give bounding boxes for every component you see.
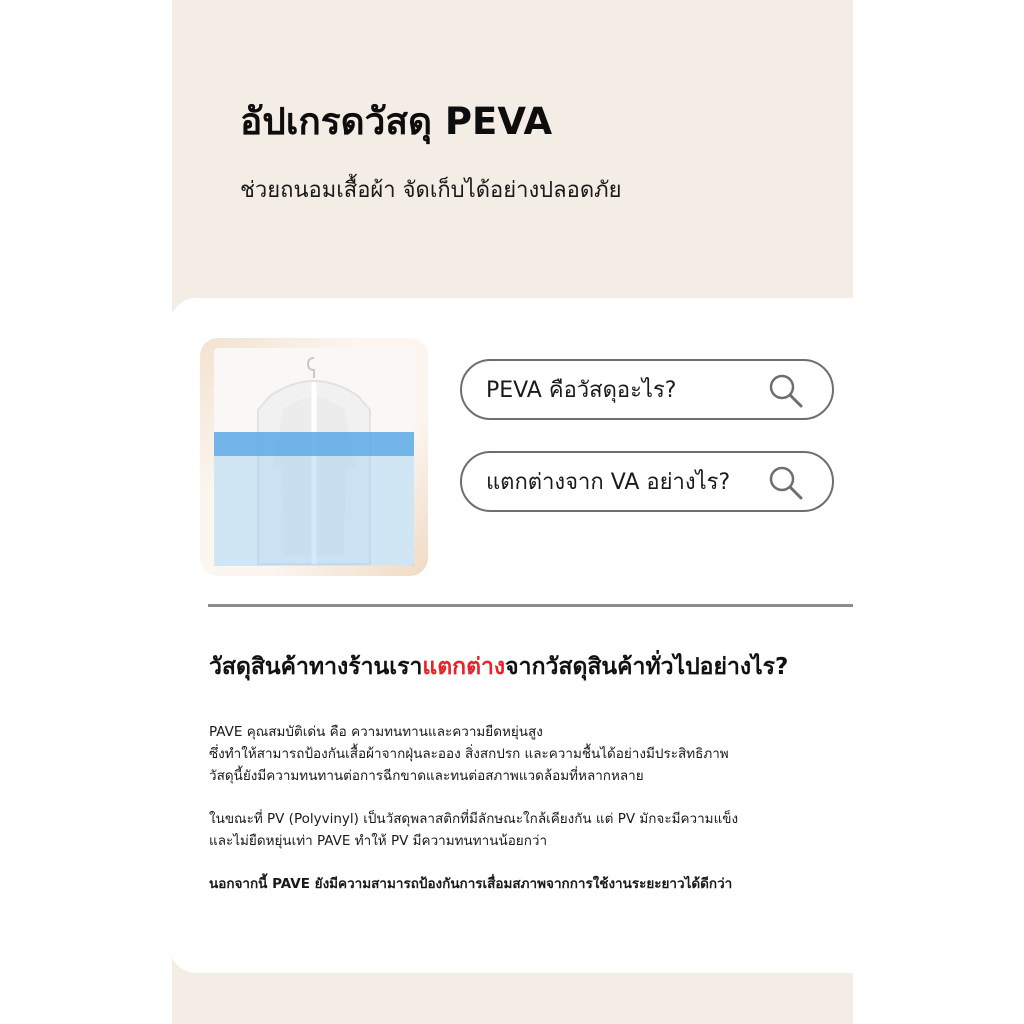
- search-icon[interactable]: [766, 371, 806, 411]
- search-bar-peva[interactable]: [460, 359, 834, 420]
- search-icon[interactable]: [766, 463, 806, 503]
- paragraph-2: [209, 808, 738, 852]
- paragraph-1-line-3: วัสดุนี้ยังมีความทนทานต่อการฉีกขาดและทนต่อสภาพแวดล้อมที่หลากหลาย: [209, 768, 644, 784]
- paragraph-1: [209, 721, 729, 787]
- page-title: อัปเกรดวัสดุ PEVA: [240, 100, 553, 143]
- garment-bag-illustration: [214, 348, 414, 566]
- paragraph-1-line-2: ซึ่งทำให้สามารถป้องกันเสื้อผ้าจากฝุ่นละออง สิ่งสกปรก และความชื้นได้อย่างมีประสิทธิภาพ: [209, 746, 729, 762]
- paragraph-2-line-2: และไม่ยืดหยุ่นเท่า PAVE ทำให้ PV มีความทนทานน้อยกว่า: [209, 833, 548, 849]
- paragraph-3: [209, 873, 732, 895]
- section-divider: [208, 604, 853, 607]
- paragraph-1-line-1: PAVE คุณสมบัติเด่น คือ ความทนทานและความยืดหยุ่นสูง: [209, 724, 543, 740]
- search-bar-va[interactable]: [460, 451, 834, 512]
- garment-bag-image: [200, 338, 428, 576]
- question-highlight: แตกต่าง: [422, 654, 506, 680]
- question-part-1: วัสดุสินค้าทางร้านเรา: [209, 654, 423, 680]
- section-question: [209, 649, 788, 685]
- search-query-peva: PEVA คือวัสดุอะไร?: [486, 378, 677, 403]
- paragraph-2-line-1: ในขณะที่ PV (Polyvinyl) เป็นวัสดุพลาสติกที่มีลักษณะใกล้เคียงกัน แต่ PV มักจะมีความแข็ง: [209, 811, 739, 827]
- page-subtitle: ช่วยถนอมเสื้อผ้า จัดเก็บได้อย่างปลอดภัย: [240, 178, 622, 203]
- garment-bag-frame: [214, 348, 414, 566]
- question-part-2: จากวัสดุสินค้าทั่วไปอย่างไร?: [505, 654, 789, 680]
- search-query-va: แตกต่างจาก VA อย่างไร?: [486, 470, 731, 495]
- paragraph-3-line-1: นอกจากนี้ PAVE ยังมีความสามารถป้องกันการเสื่อมสภาพจากการใช้งานระยะยาวได้ดีกว่า: [209, 876, 733, 892]
